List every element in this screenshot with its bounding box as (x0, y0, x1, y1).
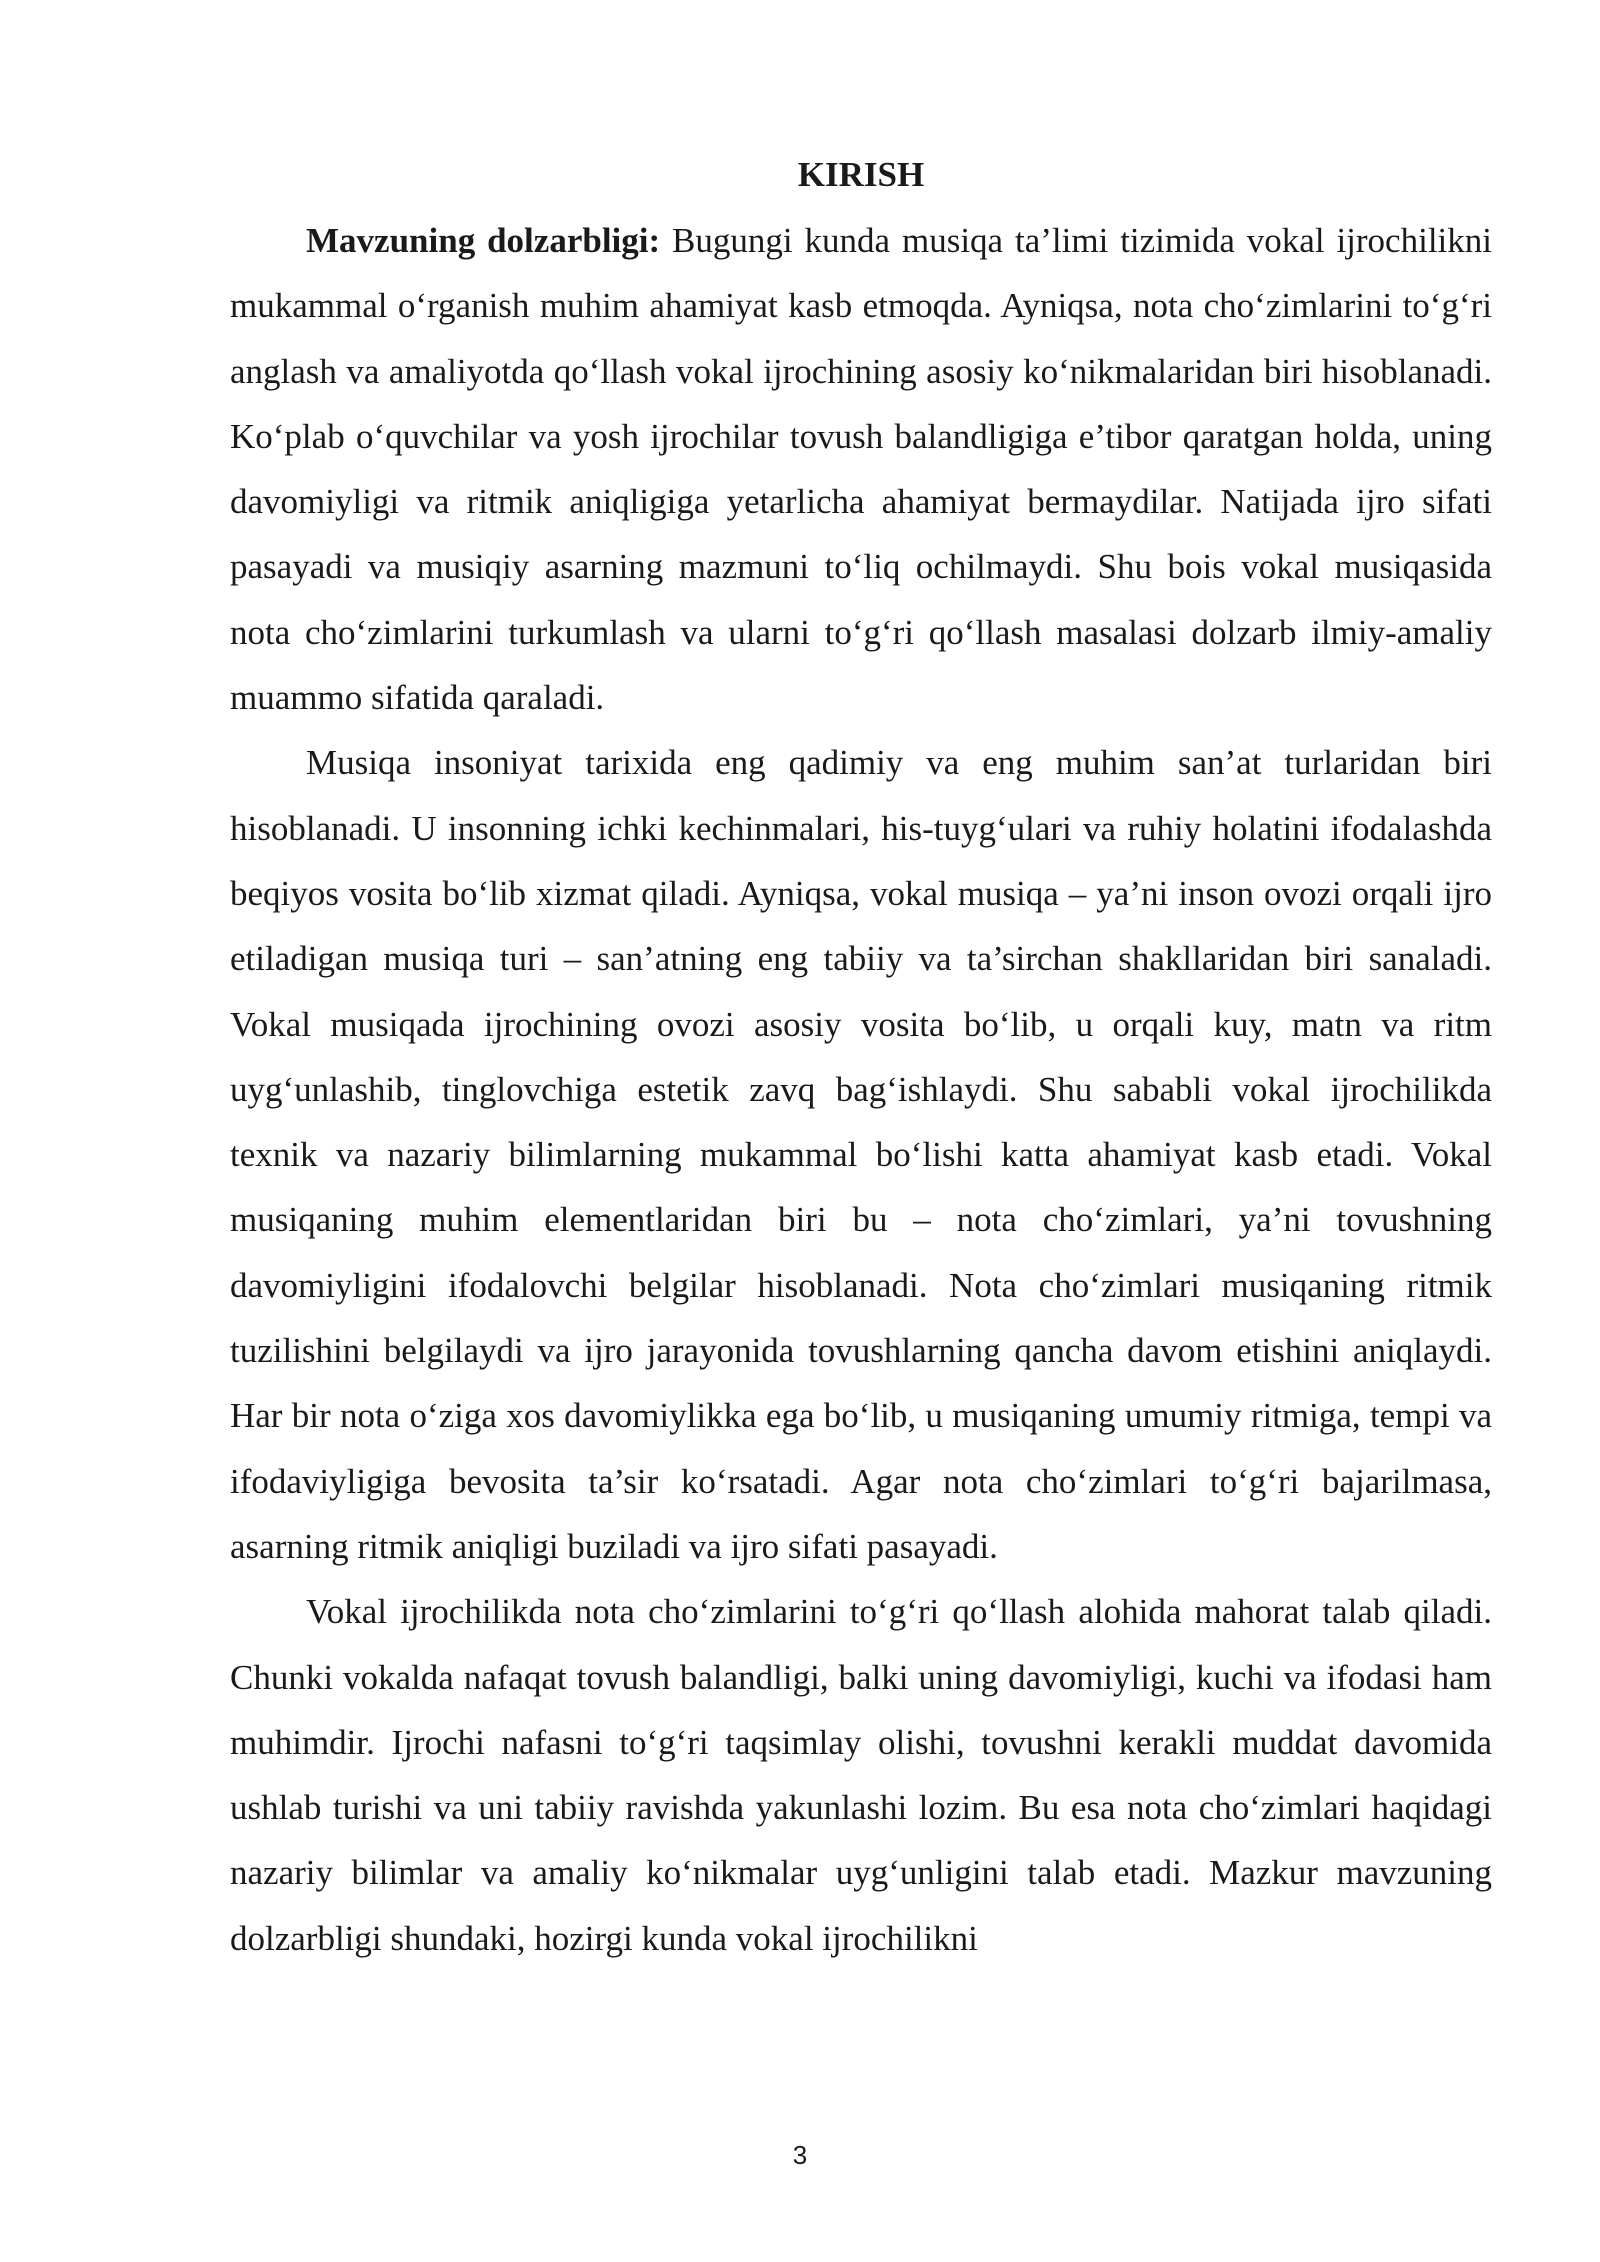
paragraph-lead: Mavzuning dolzarbligi: (306, 221, 661, 260)
section-heading: KIRISH (797, 155, 925, 194)
paragraph-vocal-performance: Vokal ijrochilikda nota cho‘zimlarini to‘g‘ri qo‘llash alohida mahorat talab qiladi. Chunki vokalda nafaqat tovush balandligi, balki uning davomiyligi, kuchi va ifodasi ham muhimdir. Ijrochi nafasni to‘g‘ri taqsimlay olishi, tovushni kerakli muddat davomida ushlab turishi va uni tabiiy ravishda yakunlashi lozim. Bu esa nota cho‘zimlari haqidagi nazariy bilimlar va amaliy ko‘nikmalar uyg‘unligini talab etadi. Mazkur mavzuning dolzarbligi shundaki, hozirgi kunda vokal ijrochilikni (230, 1592, 1492, 1958)
paragraph-text: Bugungi kunda musiqa ta’limi tizimida vokal ijrochilikni mukammal o‘rganish muhim ahamiyat kasb etmoqda. Ayniqsa, nota cho‘zimlarini to‘g‘ri anglash va amaliyotda qo‘llash vokal ijrochining asosiy ko‘nikmalaridan biri hisoblanadi. Ko‘plab o‘quvchilar va yosh ijrochilar tovush balandligiga e’tibor qaratgan holda, uning davomiyligi va ritmik aniqligiga yetarlicha ahamiyat bermaydilar. Natijada ijro sifati pasayadi va musiqiy asarning mazmuni to‘liq ochilmaydi. Shu bois vokal musiqasida nota cho‘zimlarini turkumlash va ularni to‘g‘ri qo‘llash masalasi dolzarb ilmiy-amaliy muammo sifatida qaraladi. (230, 221, 1492, 718)
paragraph-music-history: Musiqa insoniyat tarixida eng qadimiy va eng muhim san’at turlaridan biri hisoblanadi. U insonning ichki kechinmalari, his-tuyg‘ulari va ruhiy holatini ifodalashda beqiyos vosita bo‘lib xizmat qiladi. Ayniqsa, vokal musiqa – ya’ni inson ovozi orqali ijro etiladigan musiqa turi – san’atning eng tabiiy va ta’sirchan shakllaridan biri sanaladi. Vokal musiqada ijrochining ovozi asosiy vosita bo‘lib, u orqali kuy, matn va ritm uyg‘unlashib, tinglovchiga estetik zavq bag‘ishlaydi. Shu sababli vokal ijrochilikda texnik va nazariy bilimlarning mukammal bo‘lishi katta ahamiyat kasb etadi. Vokal musiqaning muhim elementlaridan biri bu – nota cho‘zimlari, ya’ni tovushning davomiyligini ifodalovchi belgilar hisoblanadi. Nota cho‘zimlari musiqaning ritmik tuzilishini belgilaydi va ijro jarayonida tovushlarning qancha davom etishini aniqlaydi. Har bir nota o‘ziga xos davomiylikka ega bo‘lib, u musiqaning umumiy ritmiga, tempi va ifodaviyligiga bevosita ta’sir ko‘rsatadi. Agar nota cho‘zimlari to‘g‘ri bajarilmasa, asarning ritmik aniqligi buziladi va ijro sifati pasayadi. (230, 743, 1492, 1566)
paragraph-relevance (230, 208, 1492, 730)
page-number: 3 (792, 2140, 808, 2170)
body-text (230, 208, 1492, 1971)
